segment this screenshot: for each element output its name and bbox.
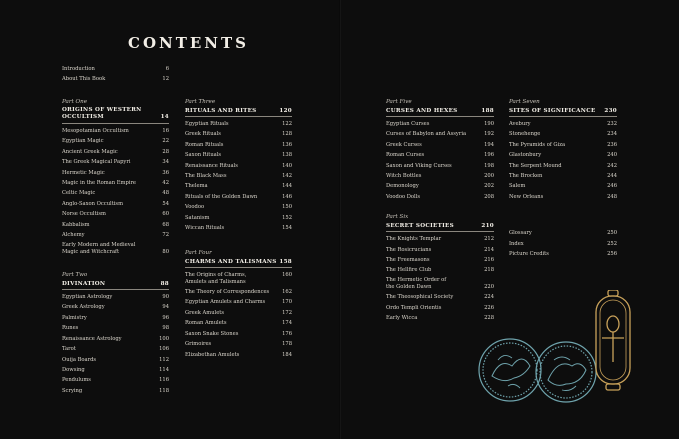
toc-entry[interactable]: Glastonbury 240: [509, 152, 617, 159]
toc-entry[interactable]: Alchemy 72: [62, 232, 169, 239]
left-coin-icon: [479, 339, 541, 401]
toc-entry[interactable]: The Pyramids of Giza 236: [509, 141, 617, 148]
coins-amulet-illustration: [478, 290, 668, 410]
toc-entry[interactable]: Index 252: [509, 240, 617, 247]
section-heading[interactable]: SECRET SOCIETIES 210: [386, 222, 494, 232]
toc-entry[interactable]: Hermetic Magic 36: [62, 169, 169, 176]
toc-column-2: [185, 98, 292, 360]
toc-entry[interactable]: The Hellfire Club 218: [386, 267, 494, 274]
toc-entry[interactable]: Egyptian Astrology 90: [62, 294, 169, 301]
toc-entry[interactable]: Palmistry 96: [62, 314, 169, 321]
toc-entry[interactable]: Introduction 6: [62, 66, 169, 72]
part-label: Part Two: [62, 272, 88, 279]
toc-entry[interactable]: Rituals of the Golden Dawn 146: [185, 193, 292, 200]
toc-entry[interactable]: Curses of Babylon and Assyria 192: [386, 131, 494, 138]
toc-entry[interactable]: Voodoo Dolls 208: [386, 193, 494, 200]
toc-entry[interactable]: Egyptian Rituals 122: [185, 121, 292, 127]
toc-entry[interactable]: Thelema 144: [185, 183, 292, 190]
toc-entry[interactable]: Avebury 232: [509, 121, 617, 127]
toc-entry[interactable]: Dowsing 114: [62, 366, 169, 373]
toc-entry[interactable]: Egyptian Curses 190: [386, 121, 494, 127]
part-label: Part Five: [386, 99, 412, 105]
toc-entry[interactable]: Glossary 250: [509, 230, 617, 237]
toc-entry[interactable]: Tarot 106: [62, 346, 169, 353]
toc-entry[interactable]: Egyptian Magic 22: [62, 138, 169, 145]
toc-entry[interactable]: Celtic Magic 48: [62, 190, 169, 197]
toc-entry[interactable]: The Hermetic Order of the Golden Dawn 220: [386, 277, 494, 291]
toc-entry[interactable]: Ancient Greek Magic 28: [62, 148, 169, 155]
toc-entry[interactable]: Elizabethan Amulets 184: [185, 351, 292, 358]
toc-entry[interactable]: The Theory of Correspondences 162: [185, 289, 292, 296]
toc-entry[interactable]: Renaissance Astrology 100: [62, 335, 169, 342]
toc-entry[interactable]: Picture Credits 256: [509, 251, 617, 258]
toc-entry[interactable]: Salem 246: [509, 183, 617, 190]
toc-entry[interactable]: The Black Mass 142: [185, 173, 292, 180]
toc-entry[interactable]: Roman Curses 196: [386, 152, 494, 159]
toc-entry[interactable]: Greek Astrology 94: [62, 304, 169, 311]
section-heading[interactable]: CHARMS AND TALISMANS 158: [185, 258, 292, 268]
toc-entry[interactable]: Egyptian Amulets and Charms 170: [185, 299, 292, 306]
toc-entry[interactable]: Anglo-Saxon Occultism 54: [62, 200, 169, 207]
part-label: Part Four: [185, 250, 212, 257]
toc-entry[interactable]: Voodoo 150: [185, 204, 292, 211]
page-title: CONTENTS: [128, 34, 250, 52]
toc-entry[interactable]: Ouija Boards 112: [62, 356, 169, 363]
toc-entry[interactable]: Magic in the Roman Empire 42: [62, 180, 169, 187]
toc-entry[interactable]: Greek Amulets 172: [185, 309, 292, 316]
toc-entry[interactable]: Renaissance Rituals 140: [185, 162, 292, 169]
part-label: Part Three: [185, 99, 216, 105]
section-heading[interactable]: SITES OF SIGNIFICANCE 230: [509, 107, 617, 117]
toc-entry[interactable]: Norse Occultism 60: [62, 211, 169, 218]
toc-entry[interactable]: The Knights Templar 212: [386, 236, 494, 243]
toc-entry[interactable]: Scrying 118: [62, 387, 169, 394]
section-heading[interactable]: DIVINATION 88: [62, 280, 169, 290]
toc-entry[interactable]: Wiccan Rituals 154: [185, 225, 292, 232]
toc-entry[interactable]: Early Modern and Medieval Magic and Witchcraft 80: [62, 241, 169, 255]
toc-entry[interactable]: The Rosicrucians 214: [386, 246, 494, 253]
toc-entry[interactable]: Stonehenge 234: [509, 131, 617, 138]
toc-entry[interactable]: Ordo Templi Orientis 226: [386, 304, 494, 311]
toc-entry[interactable]: The Brocken 244: [509, 173, 617, 180]
page-gutter: [339, 0, 341, 439]
toc-entry[interactable]: Witch Bottles 200: [386, 173, 494, 180]
part-label: Part Seven: [509, 99, 540, 105]
toc-entry[interactable]: The Serpent Mound 242: [509, 162, 617, 169]
toc-entry[interactable]: The Origins of Charms, Amulets and Talismans 160: [185, 271, 292, 285]
toc-entry[interactable]: The Freemasons 216: [386, 257, 494, 264]
part-label: Part Six: [386, 214, 409, 221]
toc-entry[interactable]: About This Book 12: [62, 76, 169, 83]
toc-entry[interactable]: Saxon Snake Stones 176: [185, 330, 292, 337]
toc-entry[interactable]: Saxon Rituals 138: [185, 152, 292, 159]
toc-entry[interactable]: Roman Amulets 174: [185, 320, 292, 327]
right-coin-icon: [536, 342, 596, 402]
section-heading[interactable]: CURSES AND HEXES 188: [386, 107, 494, 117]
toc-entry[interactable]: The Greek Magical Papyri 34: [62, 159, 169, 166]
toc-entry[interactable]: Saxon and Viking Curses 198: [386, 162, 494, 169]
toc-entry[interactable]: Pendulums 116: [62, 377, 169, 384]
toc-entry[interactable]: Early Wicca 228: [386, 315, 494, 322]
toc-entry[interactable]: Kabbalism 68: [62, 221, 169, 228]
toc-column-4: [509, 98, 617, 259]
toc-entry[interactable]: Greek Curses 194: [386, 141, 494, 148]
toc-entry[interactable]: Mesopotamian Occultism 16: [62, 128, 169, 134]
intro-section: [62, 64, 169, 85]
part-label: Part One: [62, 98, 88, 105]
toc-entry[interactable]: Greek Rituals 128: [185, 131, 292, 138]
toc-entry[interactable]: Roman Rituals 136: [185, 141, 292, 148]
toc-entry[interactable]: The Theosophical Society 224: [386, 294, 494, 301]
ankh-amulet-icon: [596, 290, 630, 390]
section-heading[interactable]: RITUALS AND RITES 120: [185, 107, 292, 117]
toc-entry[interactable]: Grimoires 178: [185, 341, 292, 348]
toc-entry[interactable]: Runes 98: [62, 325, 169, 332]
toc-entry[interactable]: Satanism 152: [185, 214, 292, 221]
toc-entry[interactable]: Demonology 202: [386, 183, 494, 190]
section-heading[interactable]: ORIGINS OF WESTERN OCCULTISM 14: [62, 107, 169, 124]
toc-entry[interactable]: New Orleans 248: [509, 193, 617, 200]
toc-column-1: [62, 64, 169, 396]
